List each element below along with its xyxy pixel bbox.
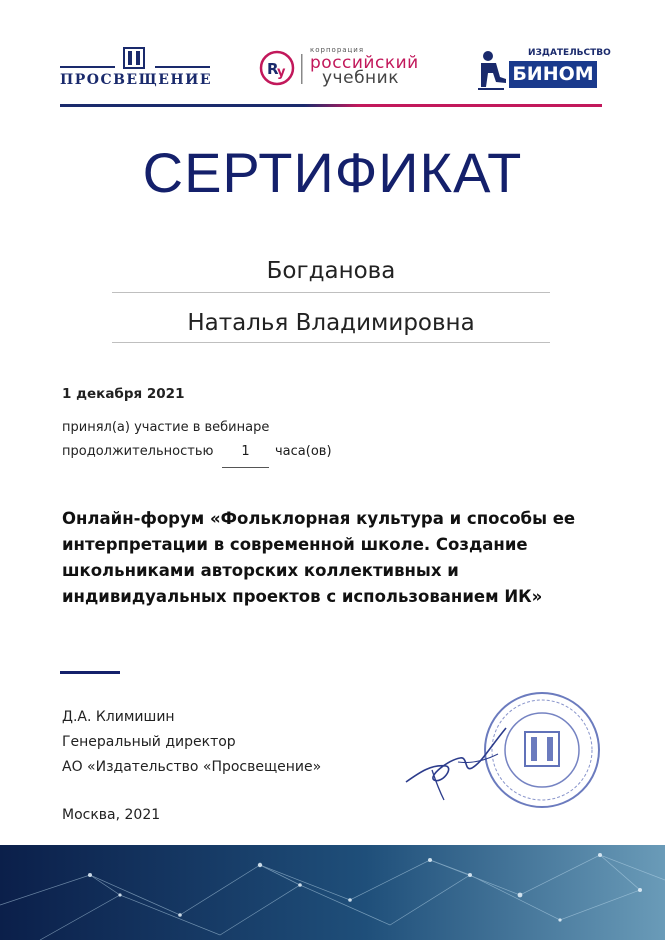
duration-underline [222,467,269,468]
ru-line2: учебник [322,68,399,88]
participation-text: принял(а) участие в вебинаре [62,420,270,435]
given-names-underline [112,342,550,343]
recipient-surname: Богданова [266,258,396,284]
svg-text:R: R [267,60,279,78]
event-title: Онлайн-форум «Фольклорная культура и способы ее интерпретации в современной школе. Создание школьниками авторских коллективных и индивидуальных проектов с использованием ИК» [62,509,576,606]
binom-logo [476,47,611,92]
reading-person-icon [476,49,508,91]
event-date: 1 декабря 2021 [62,386,185,402]
surname-underline [112,292,550,293]
logo-rule-left [60,66,115,68]
prosveshchenie-emblem-icon [123,47,145,69]
binom-publisher-label: ИЗДАТЕЛЬСТВО [528,48,611,58]
signatory-name: Д.А. Климишин [62,709,175,725]
duration-unit: часа(ов) [275,444,332,459]
signatory-position: Генеральный директор [62,734,236,750]
ru-corp-label: корпорация [310,46,365,54]
prosveshchenie-wordmark: ПРОСВЕЩЕНИЕ [60,72,212,88]
logo-divider [301,54,303,84]
binom-wordmark: БИНОМ [509,61,597,88]
logo-rule-right [155,66,210,68]
russian-textbook-logo [257,46,437,90]
prosveshchenie-logo [60,47,210,92]
header-rule [60,104,602,107]
duration-label: продолжительностью [62,444,214,459]
ru-emblem-icon [259,50,295,86]
certificate-title: СЕРТИФИКАТ [142,141,523,204]
handwritten-signature [402,720,512,802]
svg-text:y: y [277,65,286,80]
recipient-given-names: Наталья Владимировна [187,310,475,336]
signature-rule [60,671,120,674]
ru-line1: российский [310,53,419,73]
signatory-organization: АО «Издательство «Просвещение» [62,759,322,775]
duration-value: 1 [241,444,250,459]
footer-network-band [0,845,665,940]
place-year: Москва, 2021 [62,807,161,823]
